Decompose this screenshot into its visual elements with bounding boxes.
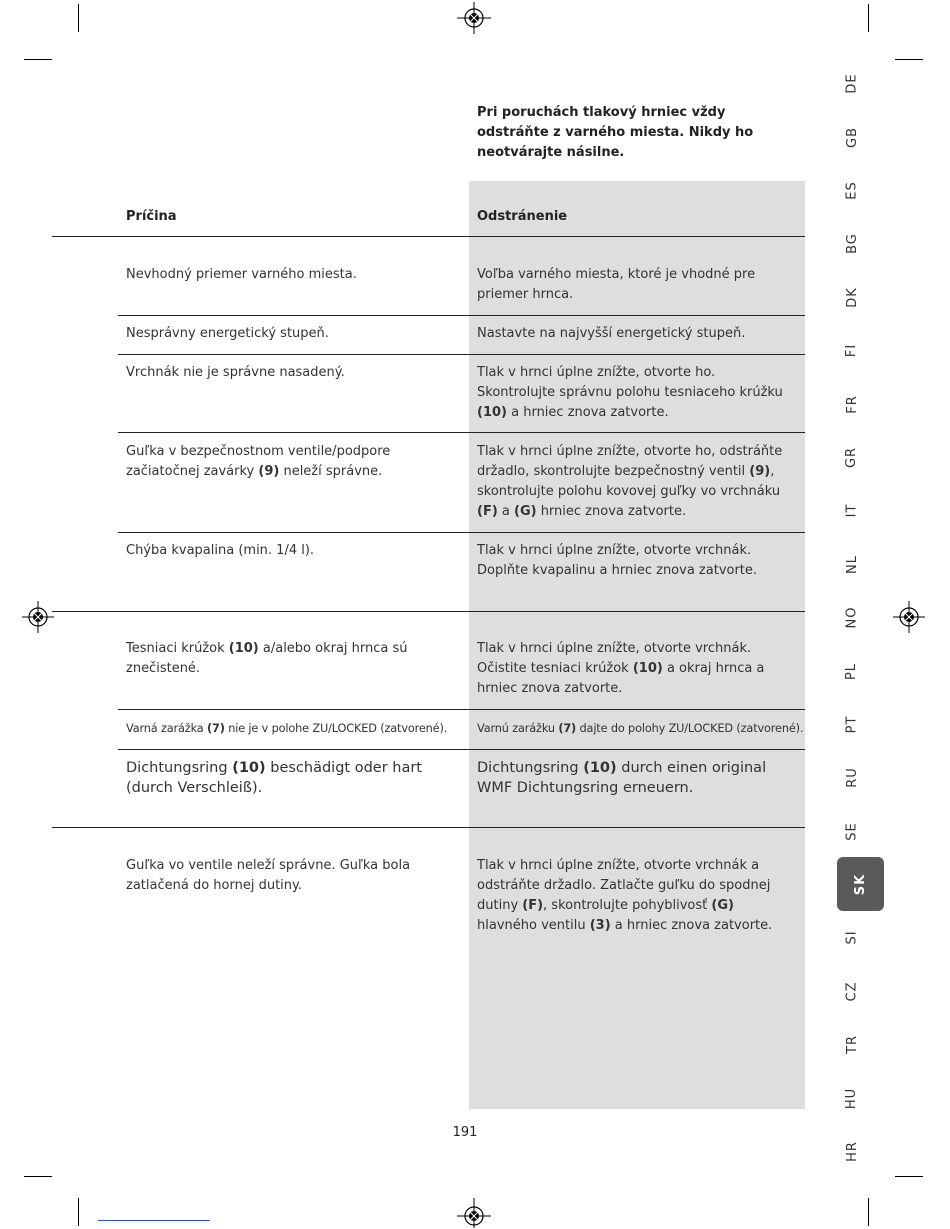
tab-label: CZ xyxy=(844,981,860,1001)
header-remedy: Odstránenie xyxy=(477,209,568,224)
row-divider xyxy=(118,315,805,316)
tab-label: BG xyxy=(844,232,860,254)
tab-label: DK xyxy=(844,286,860,308)
tab-label: SI xyxy=(844,929,860,945)
tab-label: HR xyxy=(844,1140,860,1162)
tab-label: SK xyxy=(853,873,868,895)
row-divider xyxy=(118,749,805,750)
tab-label: PT xyxy=(844,715,860,733)
crop-mark xyxy=(24,1176,52,1177)
tab-hu[interactable] xyxy=(837,1071,867,1125)
tab-ru[interactable] xyxy=(837,750,867,804)
tab-bg[interactable] xyxy=(837,216,867,270)
tab-label: HU xyxy=(844,1087,860,1109)
row-9-cause: Guľka vo ventile neleží správne. Guľka bola zatlačená do hornej dutiny. xyxy=(126,858,411,893)
registration-mark-icon xyxy=(20,599,56,635)
tab-sk[interactable] xyxy=(837,857,884,911)
tab-fi[interactable] xyxy=(837,323,867,377)
crop-mark xyxy=(868,4,869,32)
crop-mark xyxy=(868,1198,869,1226)
row-8-remedy: Dichtungsring (10) durch einen original WMF Dichtungsring erneuern. xyxy=(477,760,767,796)
tab-label: IT xyxy=(844,503,860,517)
tab-label: GB xyxy=(844,126,860,148)
row-divider xyxy=(118,354,805,355)
tab-dk[interactable] xyxy=(837,270,867,324)
section-divider xyxy=(52,611,805,612)
tab-de[interactable] xyxy=(837,56,867,110)
bottom-rule xyxy=(98,1220,210,1221)
tab-label: DE xyxy=(844,72,860,94)
row-1-remedy: Voľba varného miesta, ktoré je vhodné pre priemer hrnca. xyxy=(477,267,756,302)
tab-label: ES xyxy=(844,180,860,200)
tab-hr[interactable] xyxy=(837,1124,867,1178)
tab-label: SE xyxy=(844,821,860,841)
tab-es[interactable] xyxy=(837,163,867,217)
crop-mark xyxy=(895,59,923,60)
tab-label: FR xyxy=(844,394,860,414)
intro-warning: Pri poruchách tlakový hrniec vždy odstráňte z varného miesta. Nikdy ho neotvárajte násilne. xyxy=(477,105,754,160)
tab-label: RU xyxy=(844,766,860,788)
row-4-cause: Guľka v bezpečnostnom ventile/podpore začiatočnej zavárky (9) neleží správne. xyxy=(126,444,391,479)
row-9-remedy: Tlak v hrnci úplne znížte, otvorte vrchnák a odstráňte držadlo. Zatlačte guľku do spodnej dutiny (F), skontrolujte pohyblivosť (G) hlavného ventilu (3) a hrniec znova zatvorte. xyxy=(477,858,773,933)
tab-pl[interactable] xyxy=(837,644,867,698)
page-number: 191 xyxy=(452,1125,478,1140)
tab-label: PL xyxy=(844,662,860,680)
tab-label: NL xyxy=(844,554,860,574)
row-7-remedy: Varnú zarážku (7) dajte do polohy ZU/LOCKED (zatvorené). xyxy=(477,722,804,735)
tab-label: TR xyxy=(844,1034,860,1054)
row-divider xyxy=(118,432,805,433)
tab-pt[interactable] xyxy=(837,697,867,751)
tab-gb[interactable] xyxy=(837,110,867,164)
tab-si[interactable] xyxy=(837,910,867,964)
tab-no[interactable] xyxy=(837,590,867,644)
tab-it[interactable] xyxy=(837,483,867,537)
row-2-remedy: Nastavte na najvyšší energetický stupeň. xyxy=(477,326,746,341)
row-8-cause: Dichtungsring (10) beschädigt oder hart (durch Verschleiß). xyxy=(126,760,422,796)
tab-cz[interactable] xyxy=(837,964,867,1018)
row-divider xyxy=(118,532,805,533)
row-5-remedy: Tlak v hrnci úplne znížte, otvorte vrchnák. Doplňte kvapalinu a hrniec znova zatvorte. xyxy=(477,543,758,578)
row-divider xyxy=(118,709,805,710)
crop-mark xyxy=(78,4,79,32)
header-cause: Príčina xyxy=(126,209,177,224)
tab-tr[interactable] xyxy=(837,1017,867,1071)
tab-fr[interactable] xyxy=(837,377,867,431)
row-3-remedy: Tlak v hrnci úplne znížte, otvorte ho. Skontrolujte správnu polohu tesniaceho krúžku (10) a hrniec znova zatvorte. xyxy=(477,365,783,420)
row-1-cause: Nevhodný priemer varného miesta. xyxy=(126,267,357,282)
row-5-cause: Chýba kvapalina (min. 1/4 l). xyxy=(126,543,315,558)
row-2-cause: Nesprávny energetický stupeň. xyxy=(126,326,329,341)
row-3-cause: Vrchnák nie je správne nasadený. xyxy=(126,365,345,380)
tab-se[interactable] xyxy=(837,804,867,858)
tab-label: FI xyxy=(844,343,860,357)
row-6-remedy: Tlak v hrnci úplne znížte, otvorte vrchnák. Očistite tesniaci krúžok (10) a okraj hrnca a hrniec znova zatvorte. xyxy=(477,641,765,696)
registration-mark-icon xyxy=(891,599,927,635)
tab-nl[interactable] xyxy=(837,537,867,591)
crop-mark xyxy=(895,1176,923,1177)
registration-mark-icon xyxy=(455,1198,493,1229)
section-divider xyxy=(52,827,805,828)
tab-label: GR xyxy=(844,446,860,468)
section-divider xyxy=(52,236,805,237)
tab-gr[interactable] xyxy=(837,430,867,484)
crop-mark xyxy=(24,59,52,60)
crop-mark xyxy=(78,1198,79,1226)
tab-label: NO xyxy=(844,606,860,628)
row-7-cause: Varná zarážka (7) nie je v polohe ZU/LOCKED (zatvorené). xyxy=(126,722,448,735)
row-6-cause: Tesniaci krúžok (10) a/alebo okraj hrnca sú znečistené. xyxy=(126,641,408,676)
registration-mark-icon xyxy=(455,0,493,36)
row-4-remedy: Tlak v hrnci úplne znížte, otvorte ho, odstráňte držadlo, skontrolujte bezpečnostný ventil (9), skontrolujte polohu kovovej guľky vo vrchnáku (F) a (G) hrniec znova zatvorte. xyxy=(477,444,783,519)
